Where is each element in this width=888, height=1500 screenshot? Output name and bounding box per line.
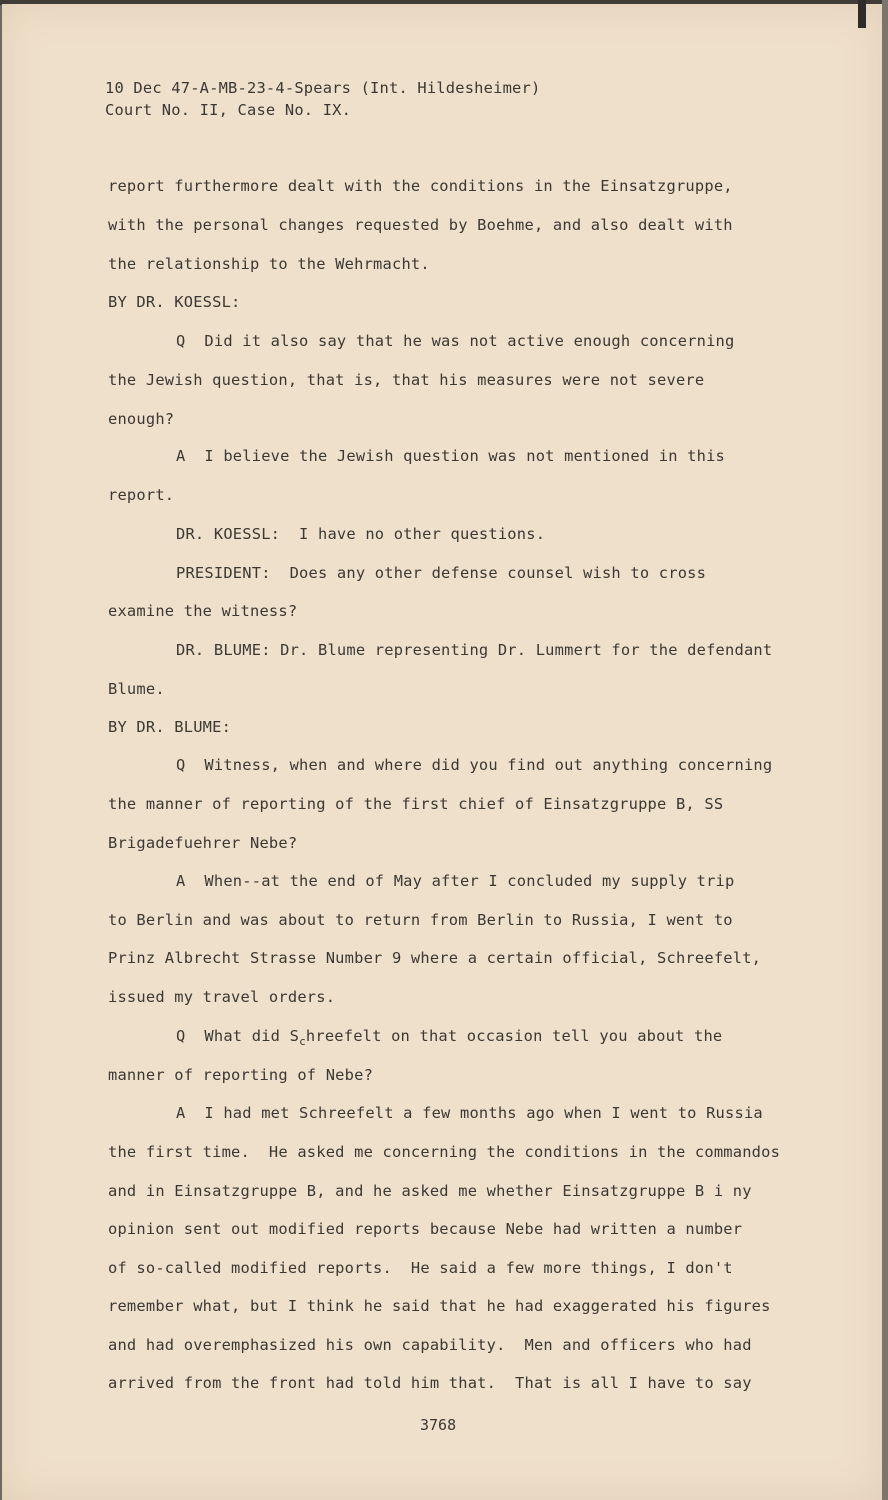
body-line-2: with the personal changes requested by Boehme, and also dealt with	[108, 216, 733, 234]
page-number: 3768	[420, 1416, 457, 1434]
answer-line: A I had met Schreefelt a few months ago when I went to Russia	[176, 1104, 763, 1122]
document-page	[2, 4, 882, 1500]
header-line-1: 10 Dec 47-A-MB-23-4-Spears (Int. Hildesheimer)	[105, 79, 541, 97]
body-line-27: and in Einsatzgruppe B, and he asked me whether Einsatzgruppe B i ny	[108, 1182, 752, 1200]
body-line-3: the relationship to the Wehrmacht.	[108, 255, 430, 273]
body-line-21: Prinz Albrecht Strasse Number 9 where a certain official, Schreefelt,	[108, 949, 762, 967]
scan-right-edge	[882, 0, 888, 1500]
speaker-line: DR. BLUME: Dr. Blume representing Dr. Lummert for the defendant	[176, 641, 773, 659]
body-line-20: to Berlin and was about to return from Berlin to Russia, I went to	[108, 911, 733, 929]
body-line-18: Brigadefuehrer Nebe?	[108, 834, 298, 852]
body-line-7: enough?	[108, 410, 175, 428]
question-text: Q What did S	[176, 1027, 300, 1045]
speaker-line: DR. KOESSL: I have no other questions.	[176, 525, 546, 543]
body-line-1: report furthermore dealt with the conditions in the Einsatzgruppe,	[108, 177, 733, 195]
body-line-31: and had overemphasized his own capability. Men and officers who had	[108, 1336, 752, 1354]
question-line	[176, 1026, 722, 1048]
question-text-rest: hreefelt on that occasion tell you about the	[305, 1027, 723, 1045]
answer-line: A When--at the end of May after I concluded my supply trip	[176, 872, 735, 890]
speaker-heading: BY DR. KOESSL:	[108, 293, 241, 311]
speaker-heading: BY DR. BLUME:	[108, 718, 232, 736]
body-line-9: report.	[108, 486, 175, 504]
body-line-22: issued my travel orders.	[108, 988, 336, 1006]
subscript-correction: c	[299, 1035, 306, 1048]
body-line-12: examine the witness?	[108, 602, 298, 620]
body-line-17: the manner of reporting of the first chief of Einsatzgruppe B, SS	[108, 795, 724, 813]
body-line-6: the Jewish question, that is, that his measures were not severe	[108, 371, 705, 389]
body-line-30: remember what, but I think he said that he had exaggerated his figures	[108, 1297, 771, 1315]
binder-clip	[858, 0, 866, 28]
header-line-2: Court No. II, Case No. IX.	[105, 101, 352, 119]
answer-line: A I believe the Jewish question was not mentioned in this	[176, 447, 726, 465]
question-line: Q Did it also say that he was not active enough concerning	[176, 332, 735, 350]
body-line-32: arrived from the front had told him that. That is all I have to say	[108, 1374, 752, 1392]
body-line-24: manner of reporting of Nebe?	[108, 1066, 374, 1084]
body-line-29: of so-called modified reports. He said a few more things, I don't	[108, 1259, 733, 1277]
body-line-14: Blume.	[108, 680, 165, 698]
body-line-26: the first time. He asked me concerning the conditions in the commandos	[108, 1143, 781, 1161]
body-line-28: opinion sent out modified reports because Nebe had written a number	[108, 1220, 743, 1238]
speaker-line: PRESIDENT: Does any other defense counsel wish to cross	[176, 564, 707, 582]
question-line: Q Witness, when and where did you find out anything concerning	[176, 756, 773, 774]
